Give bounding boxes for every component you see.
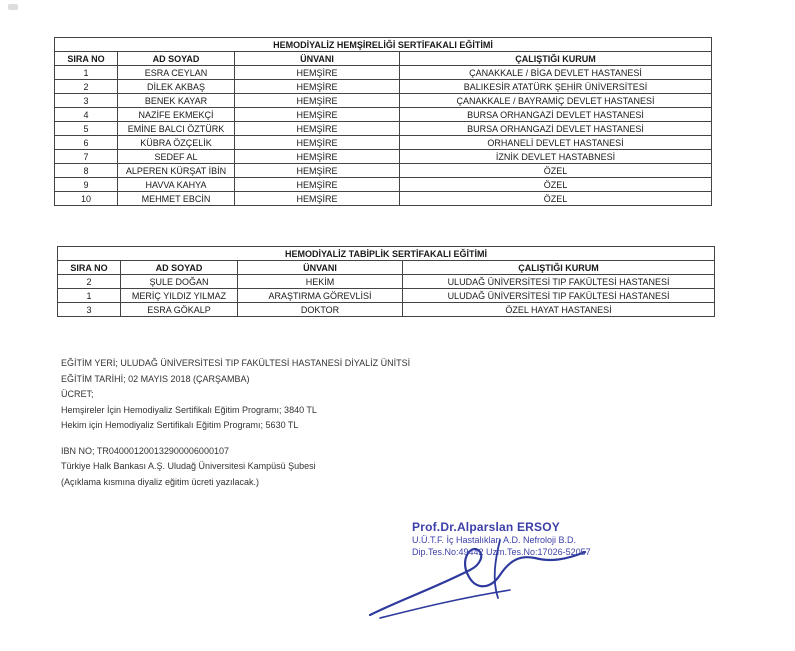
training-info xyxy=(61,356,410,490)
kurum-cell: ÖZEL HAYAT HASTANESİ xyxy=(403,303,715,317)
nurse-table-body xyxy=(55,66,712,206)
sira-no-cell: 8 xyxy=(55,164,118,178)
ad-soyad-cell: ESRA CEYLAN xyxy=(118,66,235,80)
table-row xyxy=(55,94,712,108)
kurum-cell: ULUDAĞ ÜNİVERSİTESİ TIP FAKÜLTESİ HASTANESİ xyxy=(403,289,715,303)
unvani-cell: HEKİM xyxy=(238,275,403,289)
col-header-kurum: ÇALIŞTIĞI KURUM xyxy=(400,52,712,66)
ad-soyad-cell: BENEK KAYAR xyxy=(118,94,235,108)
handwritten-signature xyxy=(360,520,600,630)
sira-no-cell: 1 xyxy=(55,66,118,80)
nurse-certificate-table xyxy=(54,37,712,206)
sira-no-cell: 2 xyxy=(58,275,121,289)
training-date: EĞİTİM TARİHİ; 02 MAYIS 2018 (ÇARŞAMBA) xyxy=(61,373,250,384)
kurum-cell: ÇANAKKALE / BİGA DEVLET HASTANESİ xyxy=(400,66,712,80)
kurum-cell: ÇANAKKALE / BAYRAMİÇ DEVLET HASTANESİ xyxy=(400,94,712,108)
unvani-cell: DOKTOR xyxy=(238,303,403,317)
nurse-table-title: HEMODİYALİZ HEMŞİRELİĞİ SERTİFAKALI EĞİTİMİ xyxy=(55,38,712,52)
stamp-registry: Dip.Tes.No:49442 Uzm.Tes.No:17026-52057 xyxy=(412,547,591,557)
table-row xyxy=(55,164,712,178)
unvani-cell: HEMŞİRE xyxy=(235,122,400,136)
ad-soyad-cell: ALPEREN KÜRŞAT İBİN xyxy=(118,164,235,178)
doctor-certificate-table xyxy=(57,246,715,317)
stamp-department: U.Ü.T.F. İç Hastalıkları A.D. Nefroloji B.D. xyxy=(412,535,577,545)
ad-soyad-cell: ŞULE DOĞAN xyxy=(121,275,238,289)
kurum-cell: ÖZEL xyxy=(400,192,712,206)
spacer xyxy=(61,434,410,444)
ad-soyad-cell: DİLEK AKBAŞ xyxy=(118,80,235,94)
ad-soyad-cell: ESRA GÖKALP xyxy=(121,303,238,317)
sira-no-cell: 2 xyxy=(55,80,118,94)
table-row xyxy=(58,289,715,303)
table-row xyxy=(55,122,712,136)
unvani-cell: HEMŞİRE xyxy=(235,136,400,150)
sira-no-cell: 6 xyxy=(55,136,118,150)
col-header-ad-soyad: AD SOYAD xyxy=(118,52,235,66)
stamp-name: Prof.Dr.Alparslan ERSOY xyxy=(412,520,560,534)
kurum-cell: ORHANELİ DEVLET HASTANESİ xyxy=(400,136,712,150)
kurum-cell: ÖZEL xyxy=(400,164,712,178)
unvani-cell: HEMŞİRE xyxy=(235,150,400,164)
table-row xyxy=(55,136,712,150)
unvani-cell: HEMŞİRE xyxy=(235,192,400,206)
col-header-unvani: ÜNVANI xyxy=(238,261,403,275)
kurum-cell: ULUDAĞ ÜNİVERSİTESİ TIP FAKÜLTESİ HASTANESİ xyxy=(403,275,715,289)
table-row xyxy=(55,192,712,206)
table-row xyxy=(55,150,712,164)
col-header-sira-no: SIRA NO xyxy=(58,261,121,275)
doctor-table-body xyxy=(58,275,715,317)
unvani-cell: HEMŞİRE xyxy=(235,80,400,94)
scan-mark xyxy=(8,4,18,10)
unvani-cell: HEMŞİRE xyxy=(235,164,400,178)
ad-soyad-cell: EMİNE BALCI ÖZTÜRK xyxy=(118,122,235,136)
fee-doctor: Hekim için Hemodiyaliz Sertifikalı Eğitim Programı; 5630 TL xyxy=(61,420,299,430)
ad-soyad-cell: MEHMET EBCİN xyxy=(118,192,235,206)
sira-no-cell: 4 xyxy=(55,108,118,122)
sira-no-cell: 1 xyxy=(58,289,121,303)
sira-no-cell: 10 xyxy=(55,192,118,206)
fee-label: ÜCRET; xyxy=(61,389,94,399)
table-row xyxy=(55,178,712,192)
kurum-cell: BURSA ORHANGAZİ DEVLET HASTANESİ xyxy=(400,108,712,122)
unvani-cell: HEMŞİRE xyxy=(235,66,400,80)
col-header-kurum: ÇALIŞTIĞI KURUM xyxy=(403,261,715,275)
ad-soyad-cell: SEDEF AL xyxy=(118,150,235,164)
kurum-cell: İZNİK DEVLET HASTABNESİ xyxy=(400,150,712,164)
unvani-cell: HEMŞİRE xyxy=(235,94,400,108)
table-row xyxy=(58,275,715,289)
unvani-cell: HEMŞİRE xyxy=(235,178,400,192)
sira-no-cell: 7 xyxy=(55,150,118,164)
col-header-ad-soyad: AD SOYAD xyxy=(121,261,238,275)
table-row xyxy=(55,80,712,94)
doctor-table-header-row xyxy=(58,261,715,275)
ad-soyad-cell: HAVVA KAHYA xyxy=(118,178,235,192)
nurse-table-header-row xyxy=(55,52,712,66)
ad-soyad-cell: KÜBRA ÖZÇELİK xyxy=(118,136,235,150)
payment-note: (Açıklama kısmına diyaliz eğitim ücreti yazılacak.) xyxy=(61,476,260,487)
kurum-cell: BURSA ORHANGAZİ DEVLET HASTANESİ xyxy=(400,122,712,136)
table-row xyxy=(55,108,712,122)
kurum-cell: BALIKESİR ATATÜRK ŞEHİR ÜNİVERSİTESİ xyxy=(400,80,712,94)
sira-no-cell: 3 xyxy=(55,94,118,108)
training-place: EĞİTİM YERİ; ULUDAĞ ÜNİVERSİTESİ TIP FAKÜLTESİ HASTANESİ DİYALİZ ÜNİTSİ xyxy=(61,358,411,368)
kurum-cell: ÖZEL xyxy=(400,178,712,192)
table-row xyxy=(58,303,715,317)
doctor-table-title: HEMODİYALİZ TABİPLİK SERTİFAKALI EĞİTİMİ xyxy=(58,247,715,261)
unvani-cell: ARAŞTIRMA GÖREVLİSİ xyxy=(238,289,403,303)
col-header-unvani: ÜNVANI xyxy=(235,52,400,66)
table-row xyxy=(55,66,712,80)
unvani-cell: HEMŞİRE xyxy=(235,108,400,122)
iban-number: IBN NO; TR040001200132900006000107 xyxy=(61,445,229,456)
ad-soyad-cell: MERİÇ YILDIZ YILMAZ xyxy=(121,289,238,303)
col-header-sira-no: SIRA NO xyxy=(55,52,118,66)
sira-no-cell: 9 xyxy=(55,178,118,192)
sira-no-cell: 3 xyxy=(58,303,121,317)
ad-soyad-cell: NAZİFE EKMEKÇİ xyxy=(118,108,235,122)
bank-name: Türkiye Halk Bankası A.Ş. Uludağ Üniversitesi Kampüsü Şubesi xyxy=(61,461,316,471)
fee-nurse: Hemşireler İçin Hemodiyaliz Sertifikalı Eğitim Programı; 3840 TL xyxy=(61,404,317,415)
sira-no-cell: 5 xyxy=(55,122,118,136)
